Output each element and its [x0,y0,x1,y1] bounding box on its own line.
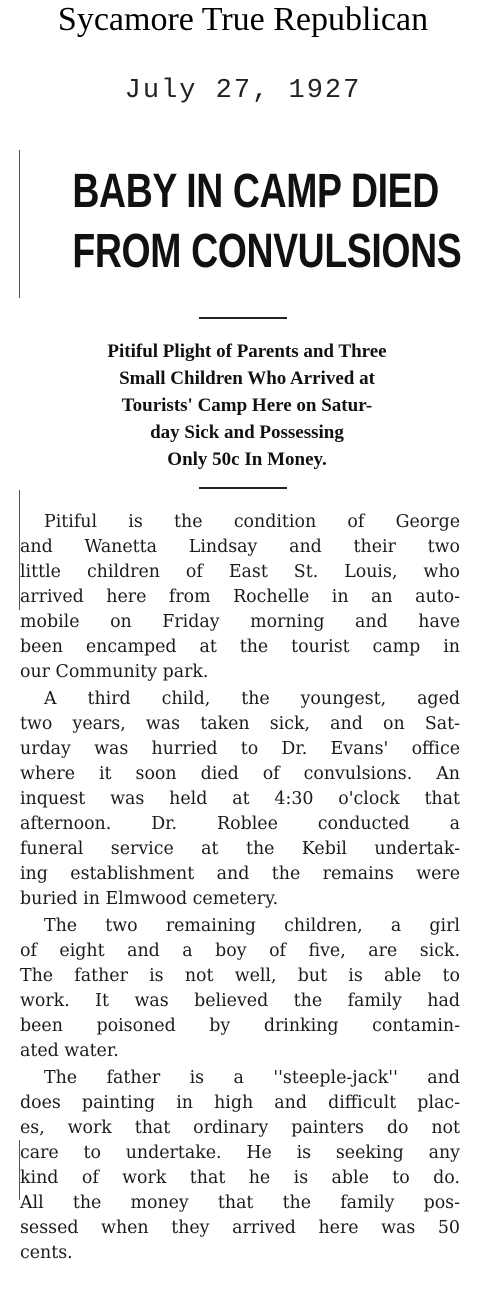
headline [72,162,462,282]
text-line: The father is a ''steeple-jack'' and [44,1068,460,1088]
text-line: kind of work that he is able to do. [20,1168,460,1188]
text-line: All the money that the family pos- [20,1193,460,1213]
article-paragraph [20,510,460,685]
publication-date: July 27, 1927 [124,76,362,106]
text-line: urday was hurried to Dr. Evans' office [20,739,460,759]
text-line: The father is not well, but is able to [20,966,460,986]
deck-line: Small Children Who Arrived at [119,368,375,389]
text-line: work. It was believed the family had [20,991,460,1011]
text-line: arrived here from Rochelle in an auto- [20,587,460,607]
article-paragraph [20,1066,460,1266]
column-edge-rule-top [19,150,20,298]
text-line: been poisoned by drinking contamin- [20,1016,460,1036]
text-line: funeral service at the Kebil undertak- [20,839,460,859]
subheadline-deck [28,338,466,473]
text-line: Pitiful is the condition of George [44,512,460,532]
text-line: sessed when they arrived here was 50 [20,1218,460,1238]
text-line: afternoon. Dr. Roblee conducted a [20,814,460,834]
text-line: and Wanetta Lindsay and their two [20,537,460,557]
text-line: cents. [20,1243,73,1263]
article-paragraph [20,687,460,912]
deck-line: Only 50c In Money. [167,449,327,470]
text-line: inquest was held at 4:30 o'clock that [20,789,460,809]
headline-line: FROM CONVULSIONS [72,225,462,278]
deck-line: Tourists' Camp Here on Satur- [121,395,373,416]
text-line: care to undertake. He is seeking any [20,1143,460,1163]
text-line: of eight and a boy of five, are sick. [20,941,460,961]
headline-line: BABY IN CAMP DIED [72,165,439,218]
divider-rule-top [199,317,287,319]
text-line: ing establishment and the remains were [20,864,460,884]
text-line: A third child, the youngest, aged [44,689,460,709]
deck-line: Pitiful Plight of Parents and Three [107,341,387,362]
text-line: The two remaining children, a girl [44,916,460,936]
deck-line: day Sick and Possessing [150,422,344,443]
text-line: where it soon died of convulsions. An [20,764,460,784]
article-paragraph [20,914,460,1064]
text-line: es, work that ordinary painters do not [20,1118,460,1138]
article-body [20,510,460,1268]
text-line: does painting in high and difficult plac- [20,1093,460,1113]
text-line: been encamped at the tourist camp in [20,637,460,657]
text-line: little children of East St. Louis, who [20,562,460,582]
text-line: buried in Elmwood cemetery. [20,889,279,909]
text-line: our Community park. [20,662,209,682]
newspaper-name: Sycamore True Republican [57,1,429,38]
text-line: two years, was taken sick, and on Sat- [20,714,460,734]
text-line: mobile on Friday morning and have [20,612,460,632]
text-line: ated water. [20,1041,119,1061]
divider-rule-bottom [199,487,287,489]
